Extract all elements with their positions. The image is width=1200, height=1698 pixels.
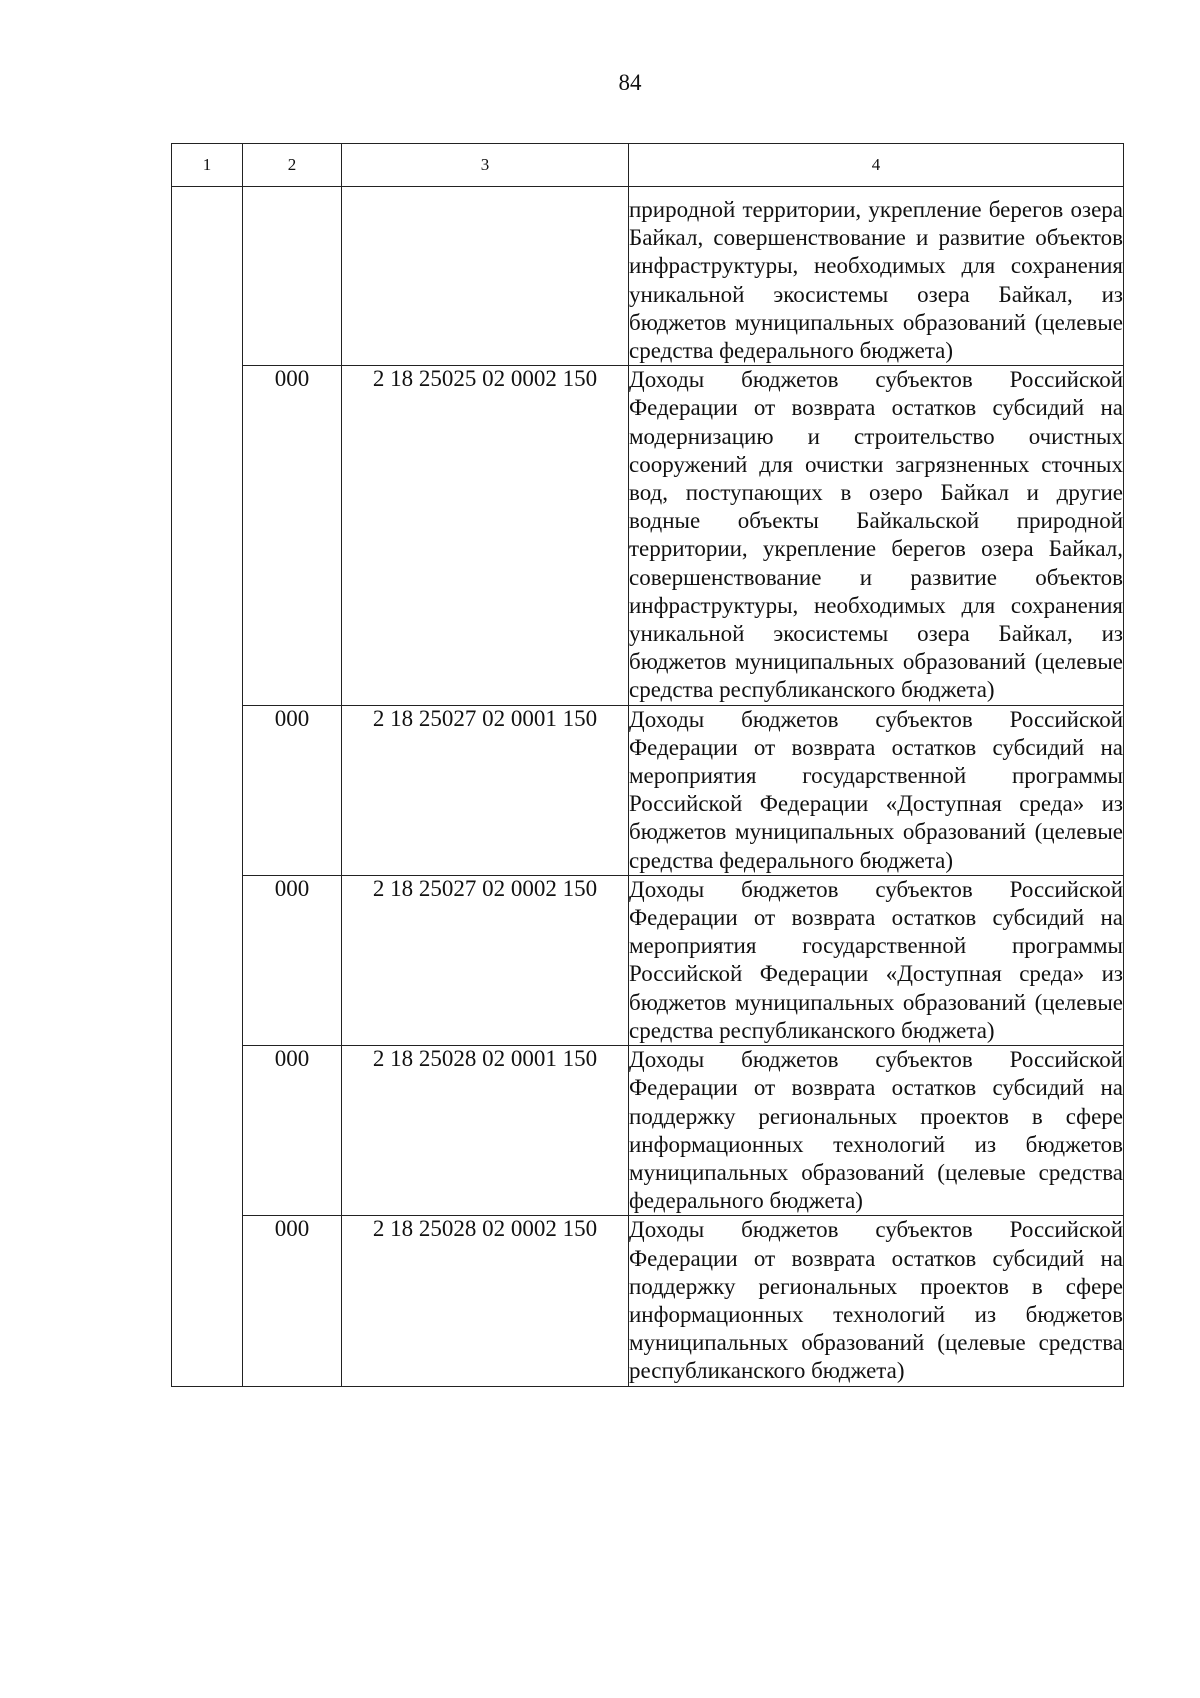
kbk-code-cell: 2 18 25025 02 0002 150: [342, 366, 629, 705]
header-cell-2: 2: [243, 144, 342, 187]
income-name-cell: Доходы бюджетов субъектов Российской Федерации от возврата остатков субсидий на мероприятия государственной программы Российской Федерации «Доступная среда» из бюджетов муниципальных образований (целевые средства республиканского бюджета): [629, 875, 1124, 1045]
table-row: [172, 705, 1124, 875]
table-row: [172, 187, 1124, 366]
header-cell-4: 4: [629, 144, 1124, 187]
income-name-cell: Доходы бюджетов субъектов Российской Федерации от возврата остатков субсидий на поддержку региональных проектов в сфере информационных технологий из бюджетов муниципальных образований (целевые средства республиканского бюджета): [629, 1216, 1124, 1386]
empty-admin-cell: [243, 187, 342, 366]
header-row: [172, 144, 1124, 187]
group-cell: [172, 187, 243, 1387]
kbk-code-cell: 2 18 25028 02 0002 150: [342, 1216, 629, 1386]
header-cell-3: 3: [342, 144, 629, 187]
admin-code-cell: 000: [243, 366, 342, 705]
table-row: [172, 875, 1124, 1045]
kbk-code-cell: 2 18 25027 02 0001 150: [342, 705, 629, 875]
income-name-cell: Доходы бюджетов субъектов Российской Федерации от возврата остатков субсидий на модернизацию и строительство очистных сооружений для очистки загрязненных сточных вод, поступающих в озеро Байкал и другие водные объекты Байкальской природной территории, укрепление берегов озера Байкал, совершенствование и развитие объектов инфраструктуры, необходимых для сохранения уникальной экосистемы озера Байкал, из бюджетов муниципальных образований (целевые средства республиканского бюджета): [629, 366, 1124, 705]
table-row: [172, 366, 1124, 705]
admin-code-cell: 000: [243, 1046, 342, 1216]
page-number: 84: [618, 70, 642, 95]
table-row: [172, 1216, 1124, 1386]
budget-codes-table: [171, 143, 1124, 1387]
income-name-cell: Доходы бюджетов субъектов Российской Федерации от возврата остатков субсидий на поддержку региональных проектов в сфере информационных технологий из бюджетов муниципальных образований (целевые средства федерального бюджета): [629, 1046, 1124, 1216]
table-body: [172, 144, 1124, 1387]
admin-code-cell: 000: [243, 1216, 342, 1386]
empty-kbk-cell: [342, 187, 629, 366]
table-row: [172, 1046, 1124, 1216]
kbk-code-cell: 2 18 25028 02 0001 150: [342, 1046, 629, 1216]
continuation-text-cell: природной территории, укрепление берегов озера Байкал, совершенствование и развитие объектов инфраструктуры, необходимых для сохранения уникальной экосистемы озера Байкал, из бюджетов муниципальных образований (целевые средства федерального бюджета): [629, 187, 1124, 366]
admin-code-cell: 000: [243, 705, 342, 875]
income-name-cell: Доходы бюджетов субъектов Российской Федерации от возврата остатков субсидий на мероприятия государственной программы Российской Федерации «Доступная среда» из бюджетов муниципальных образований (целевые средства федерального бюджета): [629, 705, 1124, 875]
admin-code-cell: 000: [243, 875, 342, 1045]
kbk-code-cell: 2 18 25027 02 0002 150: [342, 875, 629, 1045]
header-cell-1: 1: [172, 144, 243, 187]
